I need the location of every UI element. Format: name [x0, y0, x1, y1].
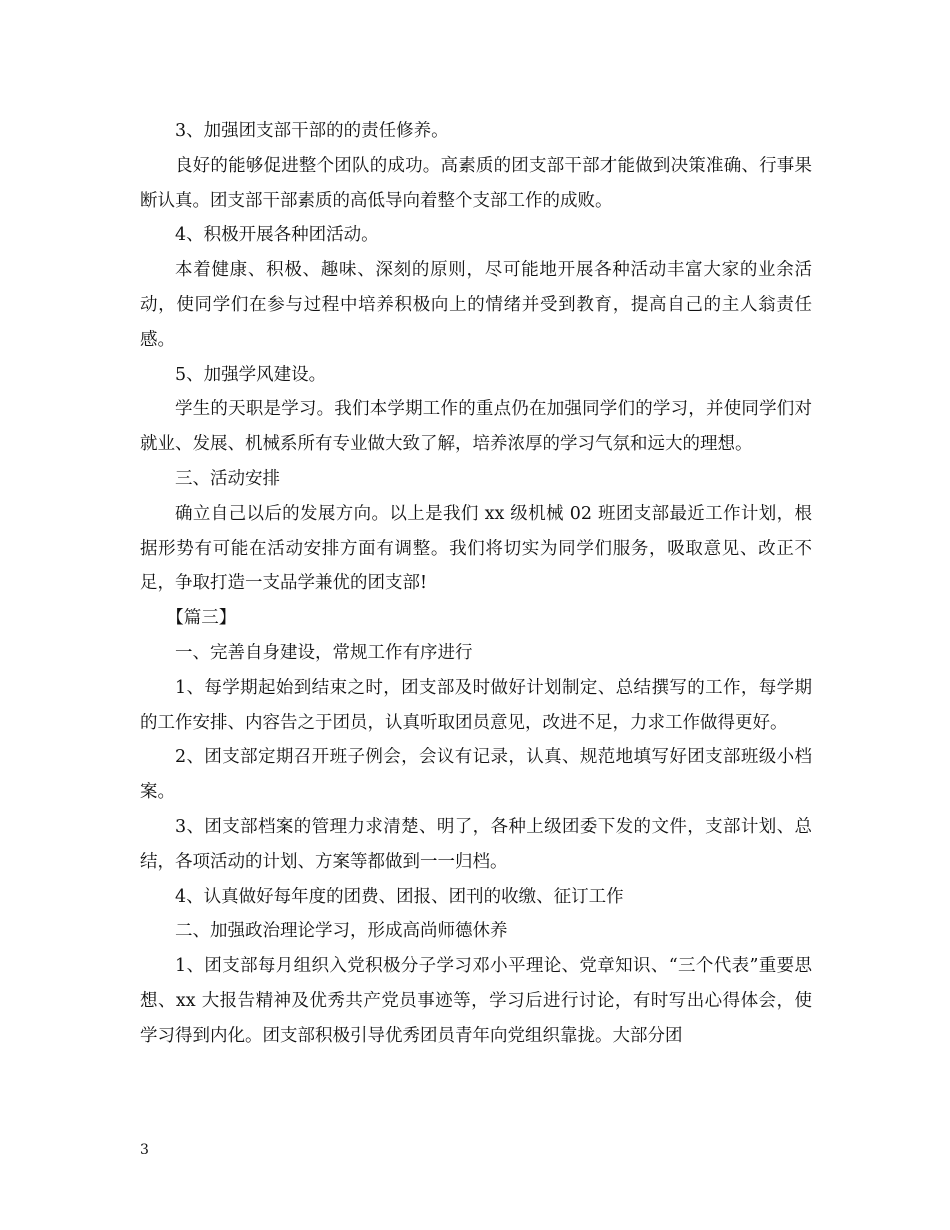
section-heading: 【篇三】	[166, 608, 237, 629]
page-number: 3	[140, 1142, 149, 1158]
paragraph: 5、加强学风建设。	[175, 364, 327, 385]
paragraph: 三、活动安排	[175, 468, 280, 489]
document-body	[140, 114, 812, 1054]
paragraph: 1、团支部每月组织入党积极分子学习邓小平理论、党章知识、“三个代表”重要思想、xx 大报告精神及优秀共产党员事迹等，学习后进行讨论，有时写出心得体会，使学习得到内化。团支部积极引导优秀团员青年向党组织靠拢。大部分团	[140, 956, 812, 1046]
paragraph: 2、团支部定期召开班子例会，会议有记录，认真、规范地填写好团支部班级小档案。	[140, 747, 812, 803]
paragraph: 本着健康、积极、趣味、深刻的原则，尽可能地开展各种活动丰富大家的业余活动，使同学们在参与过程中培养积极向上的情绪并受到教育，提高自己的主人翁责任感。	[140, 260, 812, 350]
paragraph: 良好的能够促进整个团队的成功。高素质的团支部干部才能做到决策准确、行事果断认真。团支部干部素质的高低导向着整个支部工作的成败。	[140, 155, 812, 211]
paragraph: 二、加强政治理论学习，形成高尚师德休养	[175, 921, 508, 942]
paragraph: 4、积极开展各种团活动。	[175, 225, 379, 246]
paragraph: 一、完善自身建设，常规工作有序进行	[175, 642, 473, 663]
paragraph: 4、认真做好每年度的团费、团报、团刊的收缴、征订工作	[175, 886, 624, 907]
paragraph: 确立自己以后的发展方向。以上是我们 xx 级机械 02 班团支部最近工作计划，根据形势有可能在活动安排方面有调整。我们将切实为同学们服务，吸取意见、改正不足，争取打造一支品学兼优的团支部!	[140, 503, 812, 594]
paragraph: 学生的天职是学习。我们本学期工作的重点仍在加强同学们的学习，并使同学们对就业、发展、机械系所有专业做大致了解，培养浓厚的学习气氛和远大的理想。	[140, 399, 812, 455]
paragraph: 1、每学期起始到结束之时，团支部及时做好计划制定、总结撰写的工作，每学期的工作安排、内容告之于团员，认真听取团员意见，改进不足，力求工作做得更好。	[140, 677, 812, 733]
paragraph: 3、加强团支部干部的的责任修养。	[175, 121, 449, 141]
paragraph: 3、团支部档案的管理力求清楚、明了，各种上级团委下发的文件，支部计划、总结，各项活动的计划、方案等都做到一一归档。	[140, 816, 812, 872]
